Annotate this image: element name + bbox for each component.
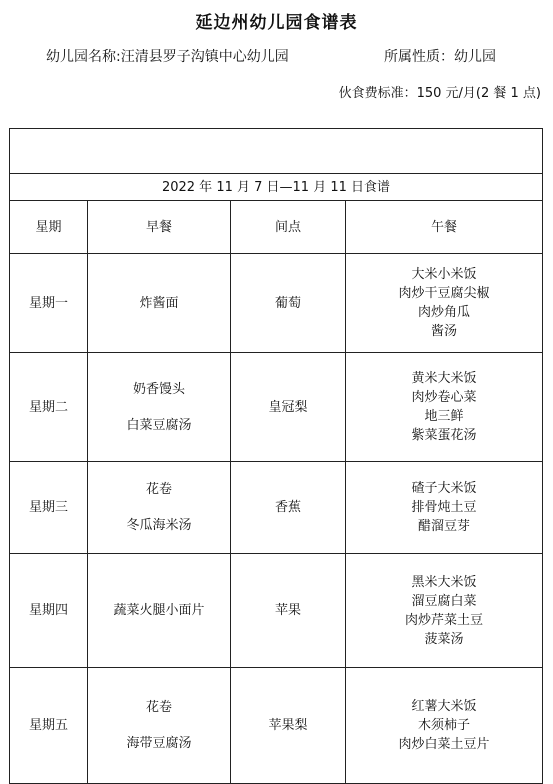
lunch-item: 排骨炖土豆: [411, 500, 477, 515]
snack-cell: 皇冠梨: [231, 353, 346, 462]
breakfast-item: 冬瓜海米汤: [126, 518, 192, 533]
breakfast-item: 花卷: [145, 482, 172, 497]
lunch-cell: [346, 554, 543, 668]
table-top-spacer-row: [10, 129, 543, 174]
breakfast-cell: [88, 462, 231, 554]
lunch-item: 菠菜汤: [424, 631, 464, 647]
lunch-cell: [346, 462, 543, 554]
lunch-item: 碴子大米饭: [411, 481, 477, 496]
breakfast-cell: [88, 254, 231, 353]
breakfast-item: 海带豆腐汤: [126, 736, 192, 751]
week-title: 2022 年 11 月 7 日—11 月 11 日食谱: [10, 174, 543, 201]
lunch-item: 肉炒芹菜土豆: [404, 612, 483, 628]
breakfast-cell: [88, 554, 231, 668]
kindergarten-name: 幼儿园名称:汪清县罗子沟镇中心幼儿园: [46, 49, 289, 65]
table-top-spacer: [10, 129, 543, 174]
page-title: 延边州幼儿园食谱表: [195, 13, 358, 33]
day-cell: 星期二: [10, 353, 88, 462]
lunch-item: 肉炒白菜土豆片: [398, 737, 490, 752]
day-cell: 星期五: [10, 668, 88, 784]
snack-cell: 苹果梨: [231, 668, 346, 784]
snack-cell: 苹果: [231, 554, 346, 668]
header-breakfast: 早餐: [88, 201, 231, 254]
header-lunch: 午餐: [346, 201, 543, 254]
lunch-item: 红薯大米饭: [411, 699, 477, 714]
breakfast-cell: [88, 353, 231, 462]
lunch-item: 酱汤: [430, 324, 457, 339]
lunch-cell: [346, 353, 543, 462]
header-snack: 间点: [231, 201, 346, 254]
meal-fee-standard: 伙食费标准：150 元/月(2 餐 1 点): [338, 86, 541, 101]
lunch-item: 紫菜蛋花汤: [411, 428, 477, 443]
snack-cell: 香蕉: [231, 462, 346, 554]
breakfast-item: 炸酱面: [139, 295, 179, 311]
table-row: [10, 668, 543, 784]
snack-cell: 葡萄: [231, 254, 346, 353]
lunch-item: 肉炒卷心菜: [411, 390, 477, 405]
lunch-item: 肉炒角瓜: [417, 305, 470, 320]
menu-table: [9, 128, 543, 784]
table-row: [10, 462, 543, 554]
day-cell: 星期三: [10, 462, 88, 554]
table-row: [10, 554, 543, 668]
table-row: [10, 254, 543, 353]
lunch-cell: [346, 254, 543, 353]
lunch-item: 黑米大米饭: [411, 574, 477, 590]
lunch-item: 肉炒干豆腐尖椒: [398, 286, 490, 301]
header-day: 星期: [10, 201, 88, 254]
week-title-row: [10, 174, 543, 201]
breakfast-item: 花卷: [145, 700, 172, 715]
day-cell: 星期一: [10, 254, 88, 353]
breakfast-item: 奶香馒头: [132, 381, 185, 397]
breakfast-item: 蔬菜火腿小面片: [113, 603, 205, 618]
lunch-cell: [346, 668, 543, 784]
lunch-item: 溜豆腐白菜: [411, 593, 477, 609]
table-row: [10, 353, 543, 462]
header-row: [10, 201, 543, 254]
breakfast-item: 白菜豆腐汤: [126, 417, 192, 433]
day-cell: 星期四: [10, 554, 88, 668]
lunch-item: 地三鲜: [424, 409, 464, 424]
lunch-item: 醋溜豆芽: [417, 519, 470, 534]
kindergarten-nature: 所属性质：幼儿园: [384, 49, 496, 65]
lunch-item: 黄米大米饭: [411, 371, 477, 386]
lunch-item: 木须柿子: [417, 718, 470, 733]
breakfast-cell: [88, 668, 231, 784]
lunch-item: 大米小米饭: [411, 267, 477, 282]
